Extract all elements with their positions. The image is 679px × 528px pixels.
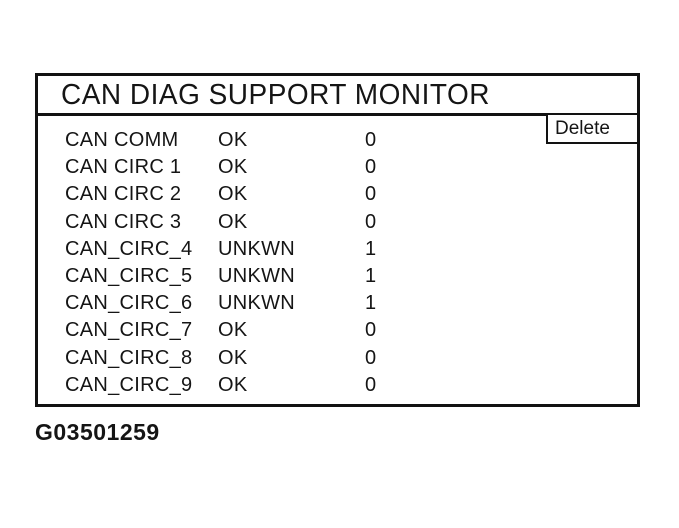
table-row — [38, 290, 637, 317]
row-label: CAN_CIRC_9 — [65, 373, 193, 396]
delete-button[interactable] — [546, 113, 637, 144]
figure-id-caption: G03501259 — [35, 419, 160, 445]
table-row — [38, 236, 637, 263]
row-label: CAN_CIRC_4 — [65, 237, 193, 260]
table-row — [38, 317, 637, 344]
row-count: 0 — [365, 210, 377, 233]
row-label: CAN CIRC 3 — [65, 210, 182, 233]
row-label: CAN_CIRC_5 — [65, 265, 193, 288]
monitor-table — [38, 116, 637, 404]
delete-button-label: Delete — [555, 117, 610, 139]
row-status: OK — [218, 210, 248, 233]
row-status: OK — [218, 156, 248, 179]
row-status: UNKWN — [218, 265, 296, 288]
row-count: 0 — [365, 183, 377, 206]
row-count: 1 — [365, 265, 377, 288]
table-row — [38, 345, 637, 372]
table-row — [38, 154, 637, 181]
row-label: CAN CIRC 1 — [65, 156, 182, 179]
row-count: 1 — [365, 237, 377, 260]
row-label: CAN_CIRC_7 — [65, 319, 193, 342]
row-status: OK — [218, 183, 248, 206]
row-count: 0 — [365, 373, 377, 396]
can-diag-monitor-window — [35, 73, 640, 407]
row-status: OK — [218, 319, 248, 342]
row-count: 0 — [365, 346, 377, 369]
row-count: 0 — [365, 129, 377, 152]
row-status: OK — [218, 373, 248, 396]
row-status: OK — [218, 129, 248, 152]
row-status: UNKWN — [218, 292, 296, 315]
monitor-title: CAN DIAG SUPPORT MONITOR — [61, 78, 490, 110]
monitor-header — [38, 76, 637, 116]
row-count: 1 — [365, 292, 377, 315]
table-row — [38, 372, 637, 399]
row-status: OK — [218, 346, 248, 369]
table-row — [38, 181, 637, 208]
row-label: CAN COMM — [65, 129, 179, 152]
row-label: CAN_CIRC_6 — [65, 292, 193, 315]
row-count: 0 — [365, 156, 377, 179]
table-row — [38, 209, 637, 236]
table-row — [38, 263, 637, 290]
row-count: 0 — [365, 319, 377, 342]
row-label: CAN CIRC 2 — [65, 183, 182, 206]
row-label: CAN_CIRC_8 — [65, 346, 193, 369]
row-status: UNKWN — [218, 237, 296, 260]
